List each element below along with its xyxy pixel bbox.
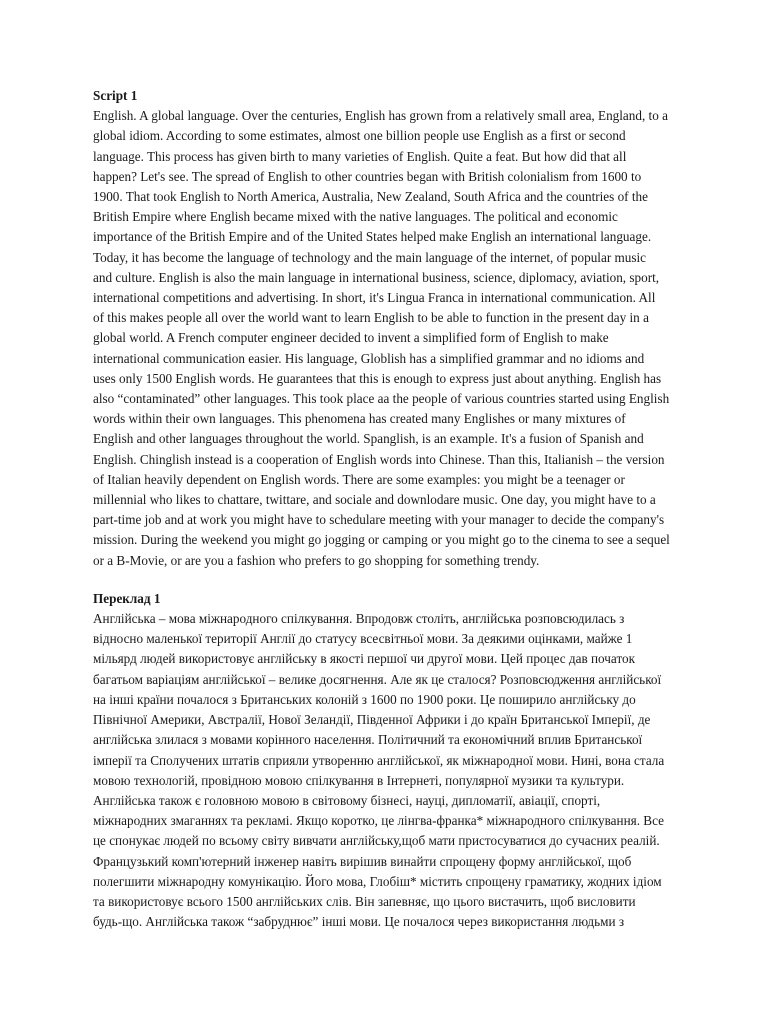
script-paragraph [93,106,675,571]
script-text-line: international communication easier. His language, Globlish has a simplified grammar and no idioms and [93,350,645,366]
translation-text-line: багатьом варіаціям англійської – велике досягнення. Але як це сталося? Розповсюдження англійської [93,671,662,687]
translation-text-line: міжнародних змаганнях та рекламі. Якщо коротко, це лінгва-франка* міжнародного спілкування. Все [93,813,664,829]
script-text-line: of Italian heavily dependent on English words. There are some examples: you might be a teenager or [93,471,625,487]
translation-text-line: імперії та Сполучених штатів сприяли утворенню англійської, як міжнародної мови. Нині, вона стала [93,752,665,768]
script-text-line: words within their own languages. This phenomena has created many Englishes or many mixtures of [93,411,626,427]
script-text-line: part-time job and at work you might have to schedulare meeting with your manager to decide the company's [93,512,665,528]
script-text-line: British Empire where English became mixed with the native languages. The political and economic [93,209,618,225]
translation-title: Переклад 1 [93,590,161,606]
translation-text-line: англійська злилася з мовами корінного населення. Політичний та економічний вплив Британської [93,732,643,748]
script-text-line: and culture. English is also the main language in international business, science, diplomacy, aviation, sport, [93,269,660,285]
script-text-line: English. Chinglish instead is a cooperation of English words into Chinese. Than this, Italianish – the version [93,451,665,467]
script-text-line: Today, it has become the language of technology and the main language of the internet, of popular music [93,249,647,265]
script-text-line: international competitions and advertising. In short, it's Lingua Franca in international communication. All [93,290,656,306]
script-text-line: of this makes people all over the world want to learn English to be able to function in the present day in a [93,310,649,326]
section-spacer [93,571,675,589]
script-title: Script 1 [93,88,138,103]
script-text-line: mission. During the weekend you might go jogging or camping or you might go to the cinema to see a sequel [93,532,670,548]
translation-text-line: мовою технологій, провідною мовою спілкування в Інтернеті, популярної музики та культури. [93,772,625,788]
script-text-line: 1900. That took English to North America, Australia, New Zealand, South Africa and the countries of the [93,189,648,205]
translation-text-line: Англійська – мова міжнародного спілкування. Впродовж століть, англійська розповсюдилась з [93,611,625,627]
translation-text-line: відносно маленької території Англії до статусу всесвітньої мови. За деякими оцінками, майже 1 [93,631,633,647]
script-text-line: global idiom. According to some estimates, almost one billion people use English as a first or second [93,128,626,144]
translation-text-line: на інші країни почалося з Британських колоній з 1600 по 1900 роки. Це поширило англійську до [93,691,636,707]
translation-text-line: мільярд людей використовує англійську в якості першої чи другої мови. Цей процес дав початок [93,651,636,667]
script-text-line: English. A global language. Over the centuries, English has grown from a relatively small area, England, to a [93,108,668,124]
script-text-line: or a B-Movie, or are you a fashion who prefers to go shopping for something trendy. [93,552,540,568]
script-text-line: happen? Let's see. The spread of English to other countries began with British colonialism from 1600 to [93,168,642,184]
translation-text-line: Північної Америки, Австралії, Нової Зеландії, Південної Африки і до країн Британської Імперії, де [93,712,651,728]
script-text-line: millennial who likes to chattare, twittare, and sociale and downlodare music. One day, you might have to a [93,492,656,508]
translation-text-line: та використовує всього 1500 англійських слів. Він запевняє, що цього вистачить, щоб висловити [93,893,636,909]
translation-text-line: Французький комп'ютерний інженер навіть вирішив винайти спрощену форму англійської, щоб [93,853,632,869]
script-text-line: global world. A French computer engineer decided to invent a simplified form of English to make [93,330,609,346]
translation-text-line: будь-що. Англійська також “забруднює” інші мови. Це почалося через використання людьми з [93,914,625,930]
translation-text-line: Англійська також є головною мовою в світовому бізнесі, науці, дипломатії, авіації, спорті, [93,792,601,808]
script-text-line: English and other languages throughout the world. Spanglish, is an example. It's a fusion of Spanish and [93,431,644,447]
script-text-line: language. This process has given birth to many varieties of English. Quite a feat. But how did that all [93,148,627,164]
script-text-line: importance of the British Empire and of the United States helped make English an international language. [93,229,652,245]
translation-text-line: це спонукає людей по всьому світу вивчати англійську,щоб мати пристосуватися до сучасних реалій. [93,833,660,849]
script-text-line: uses only 1500 English words. He guarantees that this is enough to express just about anything. English has [93,370,662,386]
document-page [93,86,675,932]
script-text-line: also “contaminated” other languages. This took place aa the people of various countries started using English [93,391,670,407]
translation-paragraph [93,609,675,932]
translation-text-line: полегшити міжнародну комунікацію. Його мова, Глобіш* містить спрощену граматику, жодних ідіом [93,873,662,889]
